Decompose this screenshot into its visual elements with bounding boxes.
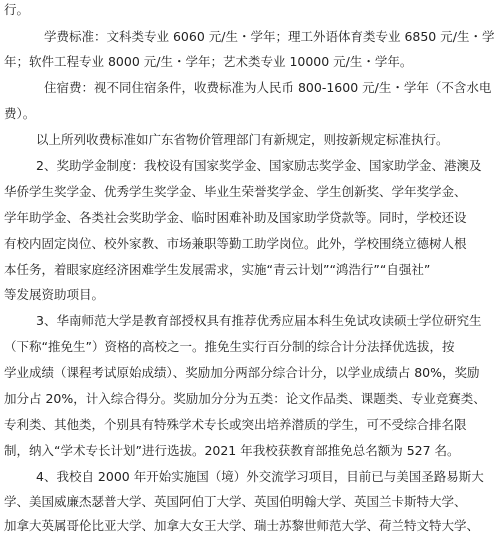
text-line: 费）。 (4, 106, 36, 121)
text-line: 4、我校自 2000 年开始实施国（境）外交流学习项目，目前已与美国圣路易斯大 (36, 469, 484, 484)
text-line: 专利类、其他类，个别具有特殊学术专长或突出培养潜质的学生，可不受综合排名限 (4, 417, 467, 432)
text-line: 年；软件工程专业 8000 元/生・学年；艺术类专业 10000 元/生・学年。 (4, 54, 413, 69)
text-line: 制，纳入“学术专长计划”进行选拔。2021 年我校获教育部推免总名额为 527 名。 (4, 443, 460, 458)
text-line: 3、华南师范大学是教育部授权具有推荐优秀应届本科生免试攻读硕士学位研究生 (36, 313, 482, 328)
text-line: 学年助学金、各类社会奖助学金、临时困难补助及国家助学贷款等。同时，学校还设 (4, 210, 467, 225)
text-line: 2、奖助学金制度：我校设有国家奖学金、国家励志奖学金、国家助学金、港澳及 (36, 158, 482, 173)
text-line: 以上所列收费标准如广东省物价管理部门有新规定，则按新规定标准执行。 (36, 132, 449, 147)
text-line: 学费标准：文科类专业 6060 元/生・学年；理工外语体育类专业 6850 元/生・学 (44, 29, 495, 44)
text-line: 学业成绩（课程考试原始成绩）、奖励加分两部分综合计分，以学业成绩占 80%，奖励 (4, 365, 480, 380)
text-line: 行。 (4, 2, 30, 17)
text-line: 加分占 20%，计入综合得分。奖励加分分为五类：论文作品类、课题类、专业竞赛类、 (4, 391, 486, 406)
text-line: 有校内固定岗位、校外家教、市场兼职等勤工助学岗位。此外，学校围绕立德树人根 (4, 236, 467, 251)
text-line: 加拿大英属哥伦比亚大学、加拿大女王大学、瑞士苏黎世师范大学、荷兰特文特大学、 (4, 518, 480, 533)
text-line: （下称“推免生”）资格的高校之一。推免生实行百分制的综合计分法择优选拔，按 (4, 339, 455, 354)
text-line: 等发展资助项目。 (4, 287, 105, 302)
text-line: 住宿费：视不同住宿条件，收费标准为人民币 800-1600 元/生・学年（不含水电 (44, 80, 492, 95)
text-line: 学、美国威廉杰瑟普大学、英国阿伯丁大学、英国伯明翰大学、英国兰卡斯特大学、 (4, 494, 467, 509)
text-line: 华侨学生奖学金、优秀学生奖学金、毕业生荣誉奖学金、学生创新奖、学年奖学金、 (4, 184, 467, 199)
text-line: 本任务，着眼家庭经济困难学生发展需求，实施“青云计划”“鸿浩行”“自强社” (4, 262, 431, 277)
